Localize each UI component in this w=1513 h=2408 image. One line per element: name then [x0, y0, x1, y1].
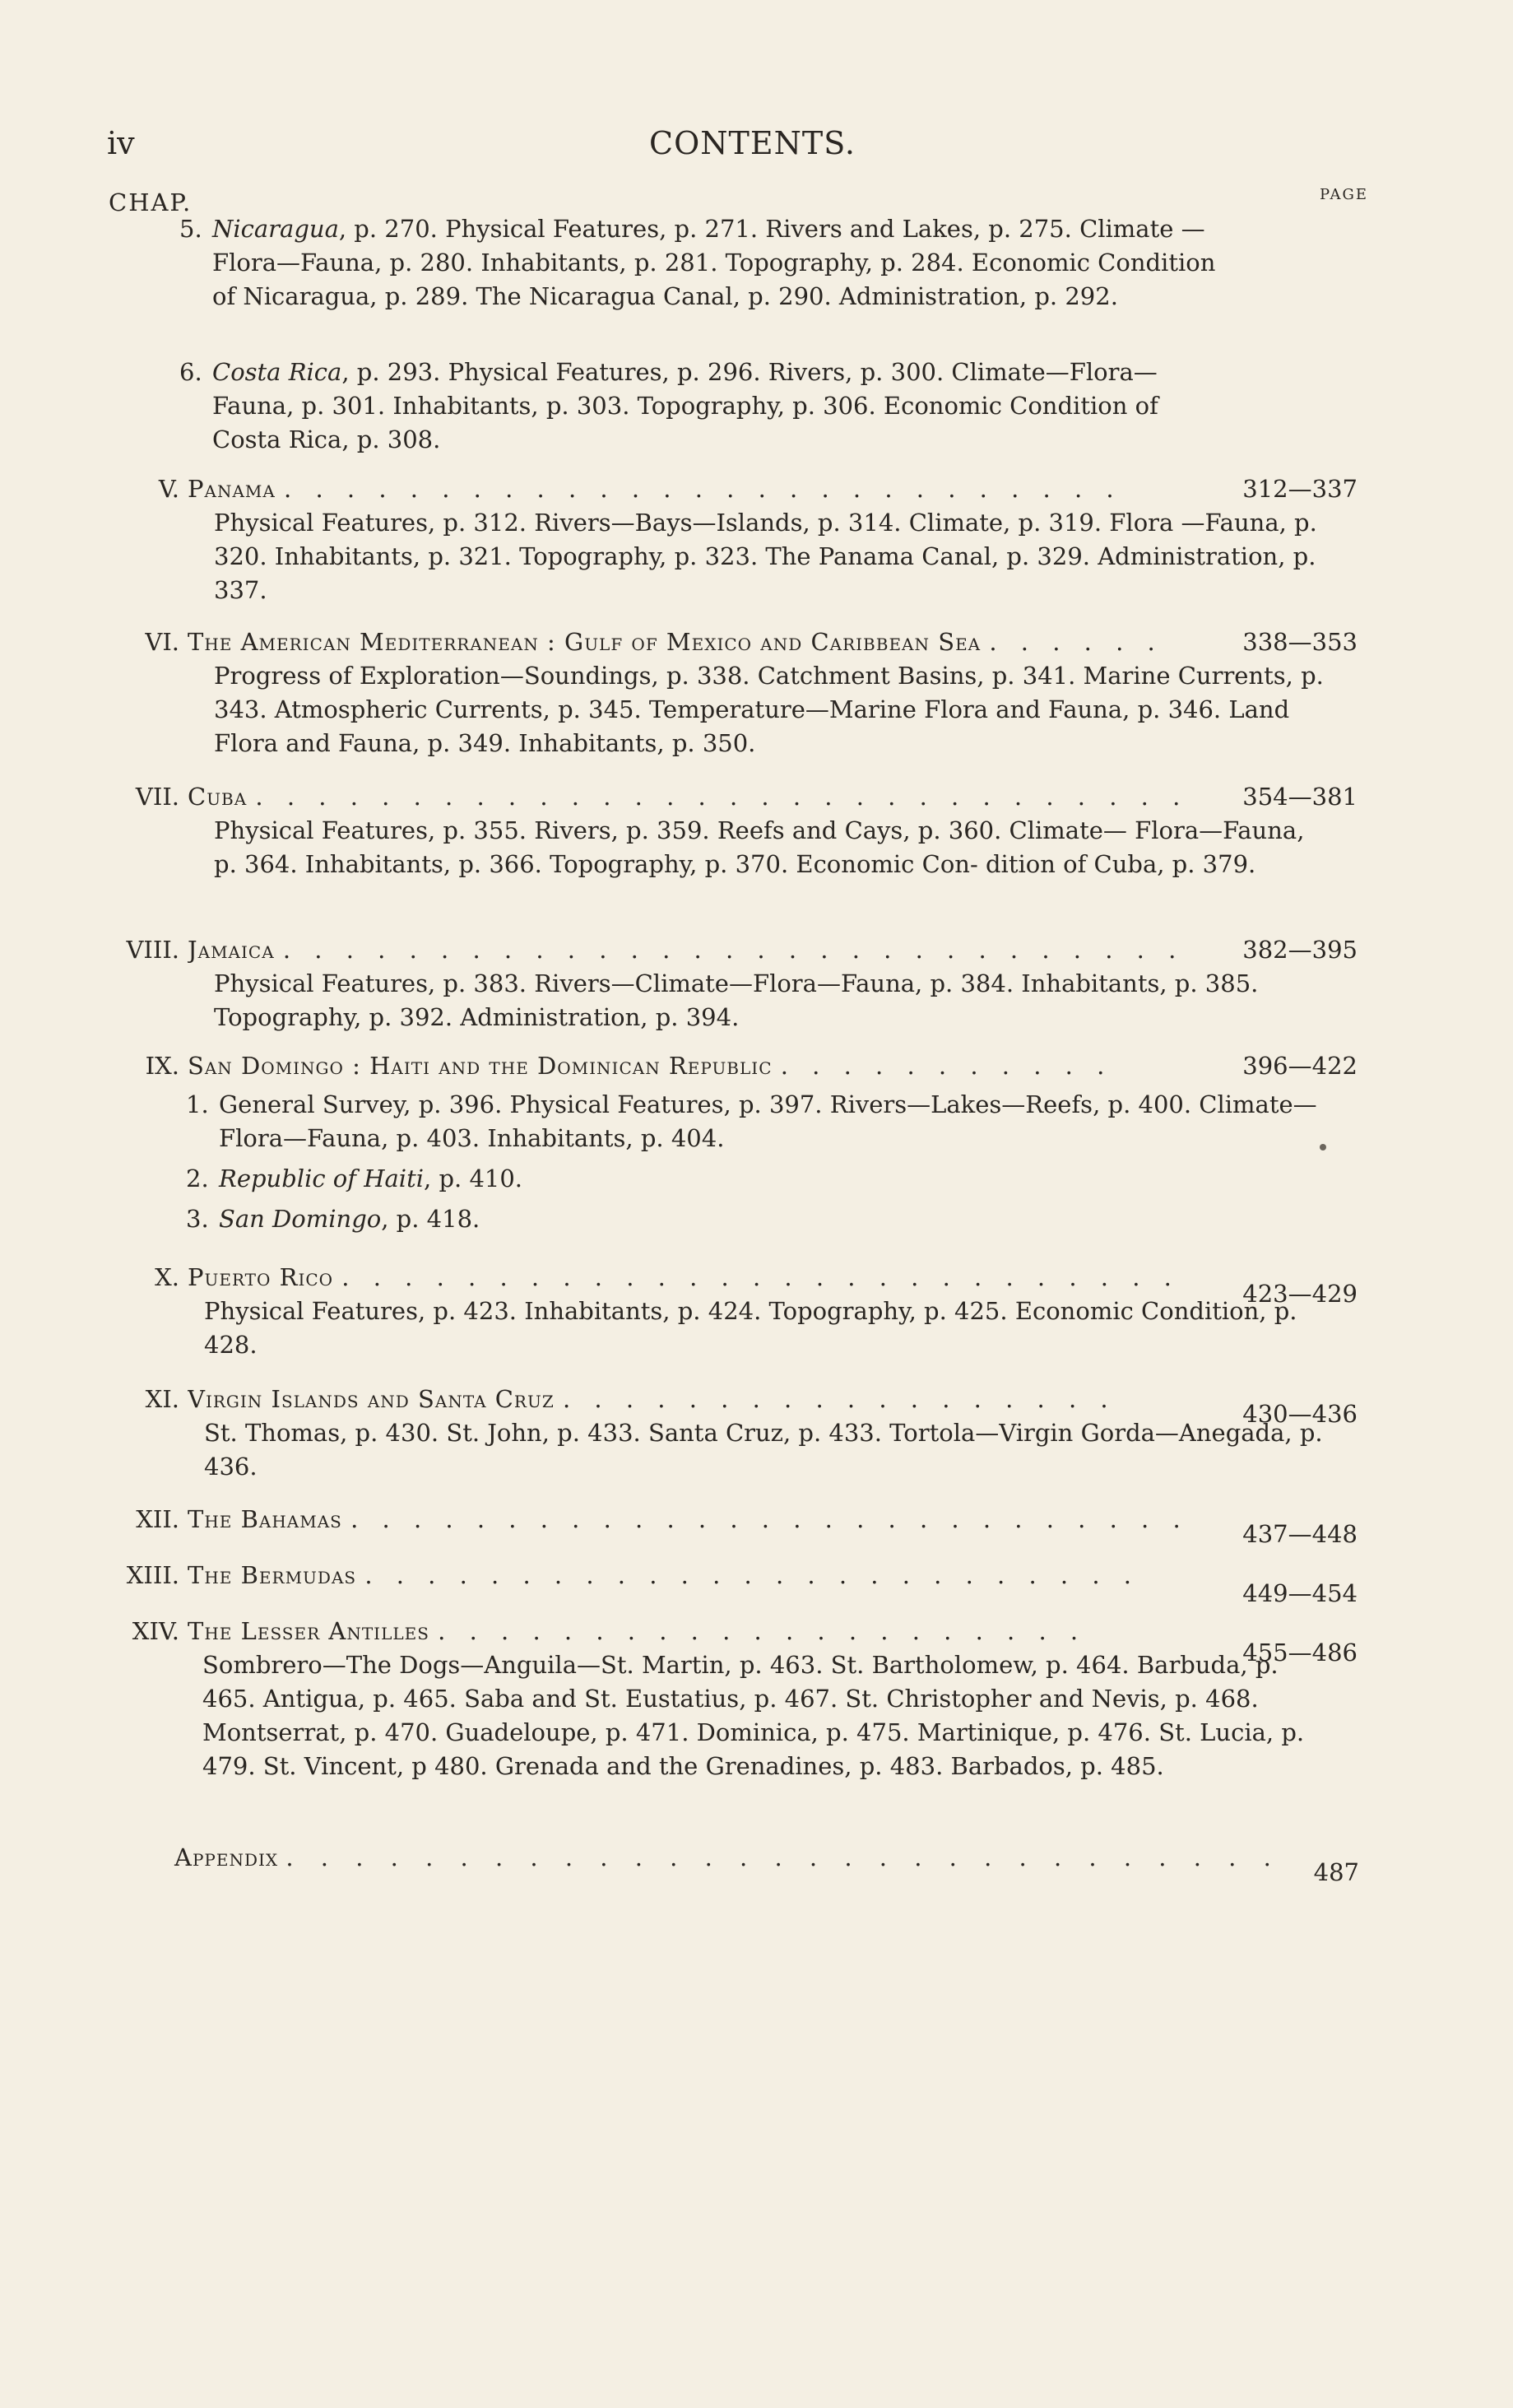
appendix-entry: Appendix . . . . . . . . . . . . . . . . . . . . . . . . . . . . . 487	[174, 1843, 1359, 1886]
chapter-description: Physical Features, p. 383. Rivers—Climate—Flora—Fauna, p. 384. Inhabitants, p. 385. Topography, p. 392. Administration, p. 394.	[214, 969, 1259, 1031]
chapter-title: The Bermudas . . . . . . . . . . . . . . . . . . . . . . . . .	[188, 1561, 1140, 1589]
subsection-nicaragua	[179, 212, 1232, 314]
chapter-description: Physical Features, p. 423. Inhabitants, p. 424. Topography, p. 425. Economic Condition, p. 428.	[204, 1297, 1297, 1359]
chapter-title: San Domingo : Haiti and the Dominican Republic . . . . . . . . . . .	[188, 1052, 1113, 1080]
chapter-title: The Bahamas . . . . . . . . . . . . . . . . . . . . . . . . . . .	[188, 1505, 1189, 1533]
chap-column-label: CHAP.	[109, 188, 193, 216]
chapter-pages: 455—486	[1242, 1639, 1358, 1667]
subsection-name: Costa Rica	[212, 358, 342, 386]
ink-speck	[1320, 1144, 1326, 1151]
running-header	[107, 125, 1398, 174]
chapter-title: The Lesser Antilles . . . . . . . . . . . . . . . . . . . . .	[188, 1617, 1087, 1645]
ix-subsection-3: 3. San Domingo, p. 418.	[186, 1205, 480, 1233]
chapter-xi	[107, 1383, 1358, 1484]
chapter-ix	[107, 1049, 1358, 1243]
chapter-xiii	[107, 1559, 1358, 1607]
subsection-costa-rica	[179, 356, 1232, 457]
chapter-number: VIII.	[126, 936, 179, 964]
chapter-number: XIII.	[126, 1561, 179, 1589]
chapter-xiv	[107, 1615, 1358, 1783]
chapter-description: St. Thomas, p. 430. St. John, p. 433. Santa Cruz, p. 433. Tortola—Virgin Gorda—Anegada, p. 436.	[204, 1419, 1323, 1481]
chapter-pages: 437—448	[1242, 1520, 1358, 1548]
chapter-ix-subsections	[186, 1088, 1358, 1236]
chapter-vii	[107, 780, 1358, 881]
chapter-pages: 449—454	[1242, 1579, 1358, 1607]
chapter-number: XIV.	[132, 1617, 179, 1645]
chapter-x	[107, 1261, 1358, 1362]
chapter-vi	[107, 625, 1358, 760]
chapter-description: Physical Features, p. 355. Rivers, p. 359. Reefs and Cays, p. 360. Climate— Flora—Fauna, p. 364. Inhabitants, p. 366. Topography, p. 370. Economic Con- dition of Cuba, p. 379.	[214, 816, 1305, 878]
chapter-pages: 423—429	[1242, 1280, 1358, 1308]
chapter-number: VI.	[145, 628, 179, 656]
chapter-description: Progress of Exploration—Soundings, p. 338. Catchment Basins, p. 341. Marine Currents, p. 343. Atmospheric Currents, p. 345. Temperature—Marine Flora and Fauna, p. 346. Land Flora and Fauna, p. 349. Inhabitants, p. 350.	[214, 662, 1324, 757]
chapter-pages: 430—436	[1242, 1400, 1358, 1428]
chapter-title: The American Mediterranean : Gulf of Mexico and Caribbean Sea . . . . . .	[188, 628, 1163, 656]
chapter-number: VII.	[135, 783, 179, 811]
page-number: iv	[107, 125, 135, 161]
chapter-title: Jamaica . . . . . . . . . . . . . . . . . . . . . . . . . . . . .	[188, 936, 1185, 964]
chapter-description: Physical Features, p. 312. Rivers—Bays—Islands, p. 314. Climate, p. 319. Flora —Fauna, p. 320. Inhabitants, p. 321. Topography, p. 323. The Panama Canal, p. 329. Administration, p. 337.	[214, 509, 1317, 604]
chapter-xii	[107, 1503, 1358, 1548]
chapter-pages: 396—422	[1242, 1052, 1358, 1080]
chapter-pages: 382—395	[1242, 936, 1358, 964]
chapter-title: Puerto Rico . . . . . . . . . . . . . . . . . . . . . . . . . . .	[188, 1263, 1180, 1291]
subsection-name: Nicaragua	[212, 215, 339, 243]
ix-subsection-1: 1. General Survey, p. 396. Physical Features, p. 397. Rivers—Lakes—Reefs, p. 400. Climate—Flora—Fauna, p. 403. Inhabitants, p. 404.	[186, 1090, 1317, 1152]
chapter-pages: 338—353	[1242, 628, 1358, 656]
appendix-title: Appendix	[174, 1843, 279, 1871]
appendix-pages: 487	[1313, 1858, 1359, 1886]
page-title: CONTENTS.	[649, 125, 856, 161]
chapter-v	[107, 472, 1358, 607]
chapter-number: V.	[158, 475, 179, 503]
chapter-number: X.	[155, 1263, 179, 1291]
chapter-number: XII.	[136, 1505, 179, 1533]
chapter-title: Panama . . . . . . . . . . . . . . . . . . . . . . . . . . .	[188, 475, 1122, 503]
chapter-number: IX.	[145, 1052, 179, 1080]
chapter-viii	[107, 933, 1358, 1034]
ix-subsection-2: 2. Republic of Haiti, p. 410.	[186, 1164, 523, 1192]
chapter-pages: 312—337	[1242, 475, 1358, 503]
subsection-text: , p. 270. Physical Features, p. 271. Rivers and Lakes, p. 275. Climate —Flora—Fauna, p. 280. Inhabitants, p. 281. Topography, p. 284. Economic Condition of Nicaragua, p. 289. The Nicaragua Canal, p. 290. Administration, p. 292.	[212, 215, 1216, 310]
chapter-pages: 354—381	[1242, 783, 1358, 811]
chapter-title: Virgin Islands and Santa Cruz . . . . . . . . . . . . . . . . . .	[188, 1385, 1116, 1413]
chapter-number: XI.	[145, 1385, 179, 1413]
subsection-text: , p. 293. Physical Features, p. 296. Rivers, p. 300. Climate—Flora— Fauna, p. 301. Inhabitants, p. 303. Topography, p. 306. Economic Condition of Costa Rica, p. 308.	[212, 358, 1158, 453]
subsection-number: 5.	[179, 215, 202, 243]
page-column-label: PAGE	[1320, 186, 1368, 203]
chapter-title: Cuba . . . . . . . . . . . . . . . . . . . . . . . . . . . . . .	[188, 783, 1189, 811]
chapter-description: Sombrero—The Dogs—Anguila—St. Martin, p. 463. St. Bartholomew, p. 464. Barbuda, p. 465. Antigua, p. 465. Saba and St. Eustatius, p. 467. St. Christopher and Nevis, p. 468. Montserrat, p. 470. Guadeloupe, p. 471. Dominica, p. 475. Martinique, p. 476. St. Lucia, p. 479. St. Vincent, p 480. Grenada and the Grenadines, p. 483. Barbados, p. 485.	[202, 1651, 1305, 1780]
subsection-number: 6.	[179, 358, 202, 386]
